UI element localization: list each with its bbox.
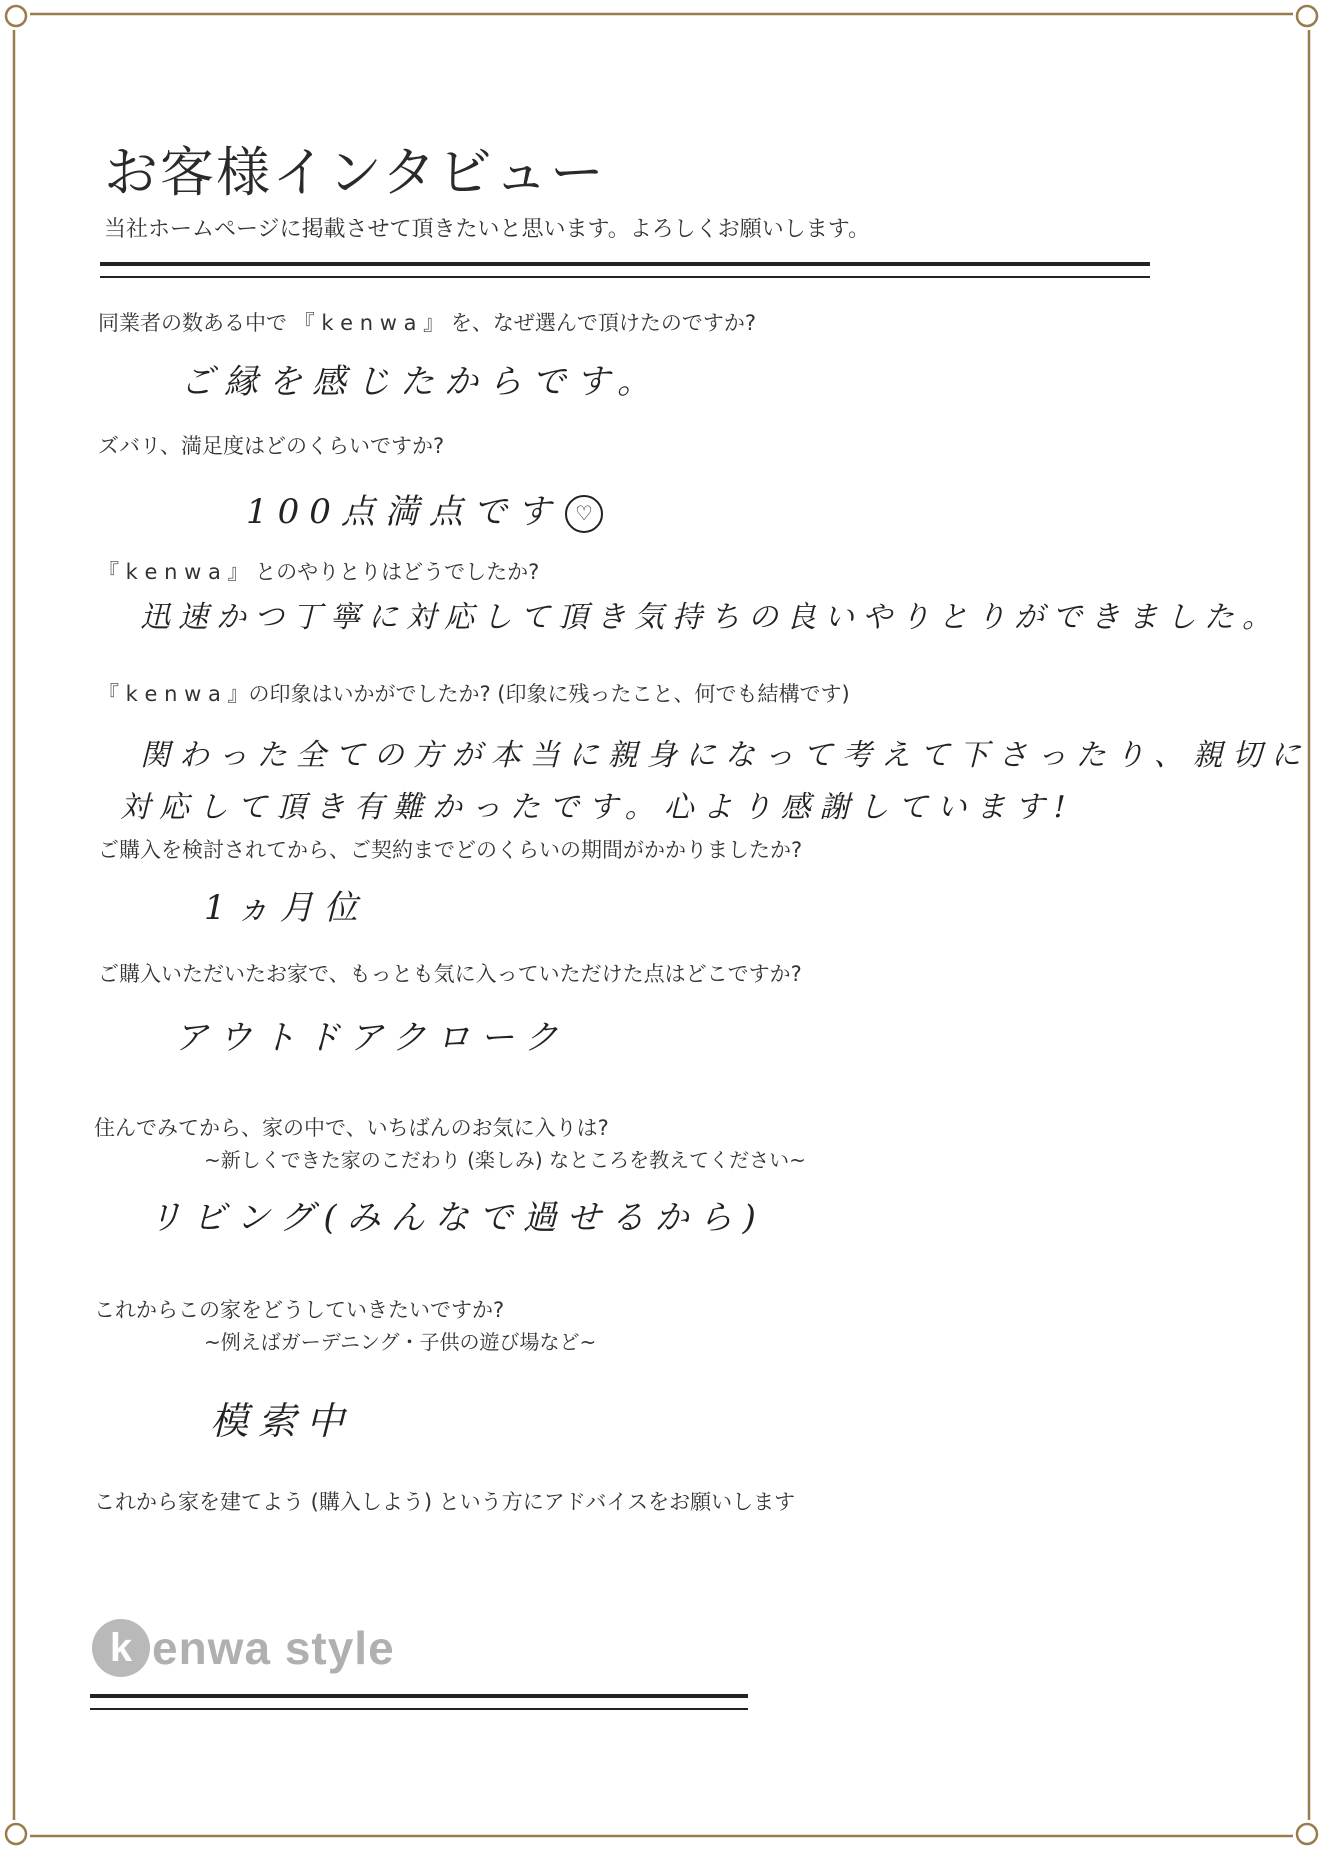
answer-7: リビング(みんなで過せるから) <box>148 1198 766 1238</box>
question-8: これからこの家をどうしていきたいですか? <box>94 1298 505 1322</box>
frame-corner-bottom-right <box>1297 1824 1317 1844</box>
question-7: 住んでみてから、家の中で、いちばんのお気に入りは? <box>94 1116 609 1140</box>
frame-corner-top-left <box>6 6 26 26</box>
answer-8: 模索中 <box>210 1399 355 1443</box>
answer-5: 1ヵ月位 <box>204 888 368 928</box>
question-3: 『 k e n w a 』 とのやりとりはどうでしたか? <box>98 560 540 584</box>
answer-2 <box>246 484 603 533</box>
answer-2-text: 100点満点です <box>246 492 561 532</box>
logo-badge: k <box>92 1619 150 1677</box>
page-subtitle: 当社ホームページに掲載させて頂きたいと思います。よろしくお願いします。 <box>104 217 871 242</box>
page-title: お客様インタビュー <box>104 141 606 204</box>
frame-corner-top-right <box>1297 6 1317 26</box>
question-4: 『 k e n w a 』の印象はいかがでしたか? (印象に残ったこと、何でも結構です) <box>98 682 850 706</box>
question-6: ご購入いただいたお家で、もっとも気に入っていただけた点はどこですか? <box>98 962 802 986</box>
answer-4-line-1: 関わった全ての方が本当に親身になって考えて下さったり、親切に <box>140 738 1310 773</box>
question-8-sub: ~例えばガーデニング・子供の遊び場など~ <box>204 1330 597 1354</box>
question-1: 同業者の数ある中で 『 k e n w a 』 を、なぜ選んで頂けたのですか? <box>98 311 756 335</box>
frame-corner-bottom-left <box>6 1824 26 1844</box>
question-2: ズバリ、満足度はどのくらいですか? <box>98 434 445 458</box>
question-5: ご購入を検討されてから、ご契約までどのくらいの期間がかかりましたか? <box>98 838 803 862</box>
answer-4-line-2: 対応して頂き有難かったです。心より感謝しています! <box>120 790 1075 825</box>
logo-text: enwa style <box>152 1622 395 1674</box>
footer-divider <box>90 1694 748 1710</box>
header-divider <box>100 262 1150 278</box>
answer-1: ご縁を感じたからです。 <box>180 362 661 402</box>
question-9: これから家を建てよう (購入しよう) という方にアドバイスをお願いします <box>94 1490 796 1514</box>
answer-3: 迅速かつ丁寧に対応して頂き気持ちの良いやりとりができました。 <box>140 600 1280 635</box>
company-logo <box>92 1618 395 1678</box>
answer-6: アウトドアクローク <box>174 1018 568 1058</box>
heart-icon: ♡ <box>565 495 603 533</box>
question-7-sub: ~新しくできた家のこだわり (楽しみ) なところを教えてください~ <box>204 1148 806 1172</box>
